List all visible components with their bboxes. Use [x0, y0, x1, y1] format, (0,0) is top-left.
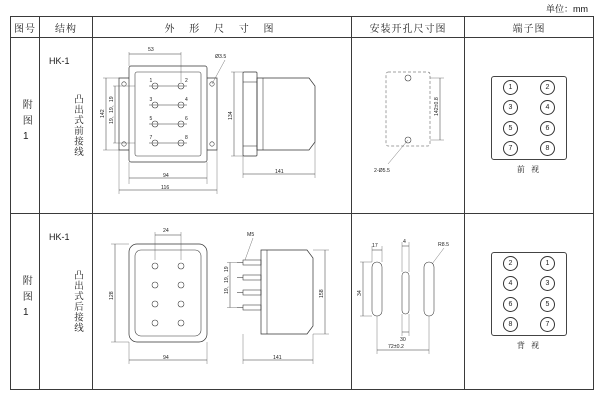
row2-term-5: 5 — [540, 297, 555, 312]
row1-term-4: 4 — [540, 100, 555, 115]
row2-dim-m5: M5 — [247, 232, 255, 238]
row1-dim-dia: Ø3.5 — [215, 54, 227, 60]
row2-dim-24: 24 — [163, 228, 169, 234]
row2-mount-dim-30: 30 — [400, 337, 406, 343]
table-body — [11, 38, 594, 390]
row1-terminal-caption: 前 视 — [516, 165, 542, 174]
row1-mounting-drawing — [352, 38, 465, 214]
row2-dim-158: 158 — [319, 289, 325, 298]
row2-terminal-box — [491, 252, 567, 336]
row1-pin-1: 1 — [149, 78, 153, 84]
row1-pin-3: 3 — [149, 97, 153, 103]
row1-term-7: 7 — [503, 141, 518, 156]
row1-dim-142: 142 — [100, 109, 106, 118]
row1-dim-94: 94 — [163, 173, 169, 179]
row1-dim-134: 134 — [228, 111, 234, 120]
row2-mounting-drawing — [352, 214, 465, 390]
row1-dim-19x3: 19、19、19 — [109, 96, 115, 124]
row2-structure-label: 凸出式后接线 — [71, 270, 83, 333]
row2-mount-dim-17: 17 — [372, 243, 378, 249]
row2-dim-19x3: 19、19、19 — [224, 266, 230, 294]
row2-term-6: 6 — [503, 297, 518, 312]
header-row — [11, 17, 594, 38]
row1-structure — [40, 38, 93, 214]
row2-mount-dim-72: 72±0.2 — [388, 344, 404, 350]
row2-term-3: 3 — [540, 276, 555, 291]
row2-term-7: 7 — [540, 317, 555, 332]
row1-pin-2: 2 — [185, 78, 188, 84]
row1-terminal-diagram — [465, 38, 594, 214]
row1-terminal-box — [491, 76, 567, 160]
row2-dim-94: 94 — [163, 355, 169, 361]
table-row — [11, 38, 594, 214]
header-col-mounting: 安装开孔尺寸图 — [352, 17, 465, 38]
row2-mount-dim-34: 34 — [357, 290, 363, 296]
row1-outline-svg — [93, 38, 351, 212]
row1-pin-4: 4 — [185, 97, 188, 103]
header-col-terminal: 端子图 — [465, 17, 594, 38]
row1-term-1: 1 — [503, 80, 518, 95]
row1-figure-no-text: 附图1 — [20, 98, 32, 148]
row1-term-3: 3 — [503, 100, 518, 115]
row1-mount-dim: 142±0.8 — [434, 97, 440, 116]
row2-term-4: 4 — [503, 276, 518, 291]
dimension-table — [10, 16, 594, 390]
row1-model-label: HK-1 — [49, 56, 70, 66]
row1-term-6: 6 — [540, 121, 555, 136]
row1-dim-116: 116 — [161, 185, 170, 191]
row2-model-label: HK-1 — [49, 232, 70, 242]
row2-structure — [40, 214, 93, 390]
row2-mount-dim-4: 4 — [403, 239, 406, 245]
row1-structure-label: 凸出式前接线 — [71, 94, 83, 157]
table-header — [11, 17, 594, 38]
row1-figure-no — [11, 38, 40, 214]
row1-term-5: 5 — [503, 121, 518, 136]
row1-mount-note: 2-Ø5.5 — [374, 168, 390, 174]
row1-pin-8: 8 — [185, 135, 188, 141]
row1-term-8: 8 — [540, 141, 555, 156]
header-col-structure: 结构 — [40, 17, 93, 38]
row2-outline-drawing — [93, 214, 352, 390]
row1-pin-6: 6 — [185, 116, 188, 122]
row2-dim-141: 141 — [273, 355, 282, 361]
row2-terminal-caption: 背 视 — [516, 341, 542, 350]
header-col-outline: 外 形 尺 寸 图 — [93, 17, 352, 38]
row1-outline-drawing — [93, 38, 352, 214]
row2-term-1: 1 — [540, 256, 555, 271]
row2-mount-dim-r85: R8.5 — [438, 242, 449, 248]
row1-dim-53: 53 — [148, 47, 154, 53]
row2-mounting-svg — [352, 214, 464, 388]
row1-dim-141: 141 — [275, 169, 284, 175]
row2-figure-no-text: 附图1 — [20, 274, 32, 324]
row2-term-2: 2 — [503, 256, 518, 271]
unit-note: 单位：mm — [546, 4, 588, 14]
row2-figure-no — [11, 214, 40, 390]
row1-pin-7: 7 — [149, 135, 153, 141]
row1-pin-5: 5 — [149, 116, 153, 122]
row2-terminal-diagram — [465, 214, 594, 390]
row1-mounting-svg — [352, 38, 464, 212]
row2-dim-128: 128 — [109, 291, 115, 300]
header-col-no: 图号 — [11, 17, 40, 38]
row2-term-8: 8 — [503, 317, 518, 332]
row2-outline-svg — [93, 214, 351, 388]
table-row — [11, 214, 594, 390]
row1-term-2: 2 — [540, 80, 555, 95]
